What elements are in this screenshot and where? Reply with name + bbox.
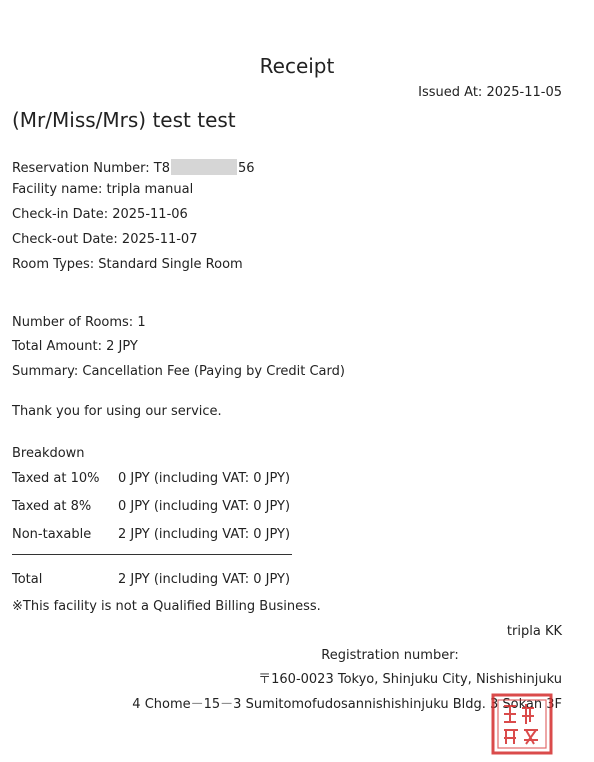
reservation-number-label: Reservation Number: T8 (12, 161, 170, 176)
breakdown-row-value: 0 JPY (including VAT: 0 JPY) (118, 471, 291, 486)
thank-you-message: Thank you for using our service. (12, 404, 222, 419)
room-types: Room Types: Standard Single Room (12, 257, 243, 272)
issuer-address-line1: 〒160-0023 Tokyo, Shinjuku City, Nishishinjuku (258, 672, 562, 687)
breakdown-row-value: 0 JPY (including VAT: 0 JPY) (118, 499, 291, 514)
breakdown-total-label: Total (12, 572, 43, 587)
breakdown-row-label: Non-taxable (12, 527, 92, 542)
receipt-title: Receipt (259, 54, 335, 78)
breakdown-heading: Breakdown (12, 446, 85, 461)
number-of-rooms: Number of Rooms: 1 (12, 315, 146, 330)
payment-summary: Summary: Cancellation Fee (Paying by Credit Card) (12, 364, 345, 379)
issuer-company: tripla KK (506, 624, 562, 639)
breakdown-row-label: Taxed at 10% (12, 471, 100, 486)
issuer-address-line2: 4 Chome－15－3 Sumitomofudosannishishinjuku Bldg. 3 Sokan 3F (132, 697, 562, 712)
redaction-block (171, 159, 237, 175)
breakdown-divider (12, 554, 292, 555)
check-in-date: Check-in Date: 2025-11-06 (12, 207, 188, 222)
breakdown-row-label: Taxed at 8% (12, 499, 92, 514)
breakdown-total-value: 2 JPY (including VAT: 0 JPY) (118, 572, 291, 587)
registration-number-label: Registration number: (321, 648, 459, 663)
issued-date: Issued At: 2025-11-05 (418, 85, 562, 100)
facility-name: Facility name: tripla manual (12, 182, 194, 197)
total-amount: Total Amount: 2 JPY (12, 339, 138, 354)
qualified-billing-note: ※This facility is not a Qualified Billing Business. (12, 599, 321, 614)
guest-name: (Mr/Miss/Mrs) test test (12, 108, 236, 132)
reservation-number (12, 159, 255, 175)
reservation-number-suffix: 56 (237, 161, 255, 176)
breakdown-row-value: 2 JPY (including VAT: 0 JPY) (118, 527, 291, 542)
check-out-date: Check-out Date: 2025-11-07 (12, 232, 198, 247)
company-seal-stamp (490, 692, 554, 756)
